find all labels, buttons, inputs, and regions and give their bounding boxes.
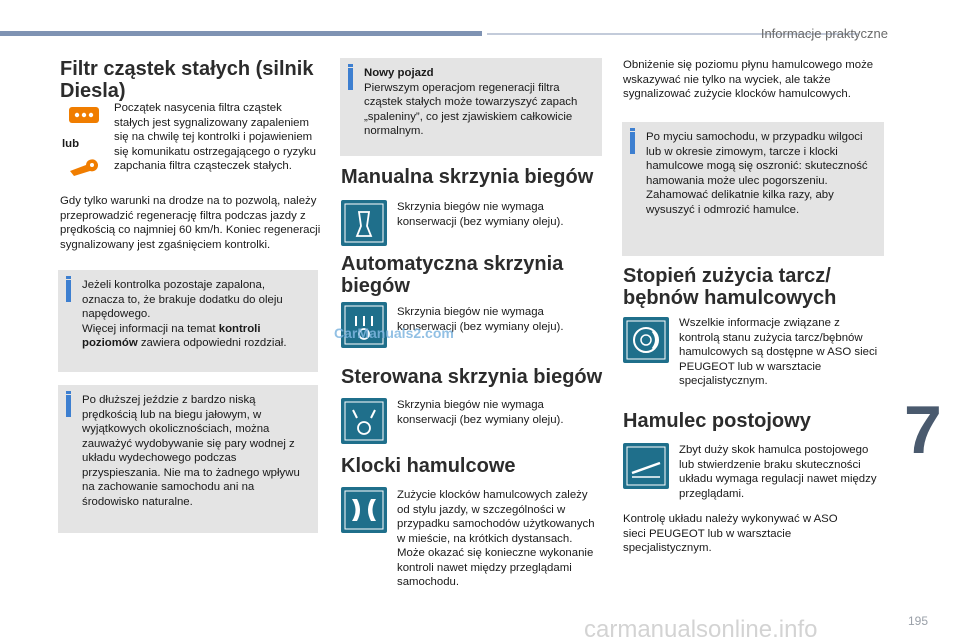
note-additive-text	[82, 278, 308, 351]
discs-text: Wszelkie informacje związane z kontrolą stanu zużycia tarcz/bębnów hamulcowych są dostępne w ASO sieci PEUGEOT lub w warsztacie specjalistycznym.	[679, 317, 878, 387]
dpf-warning-icon	[66, 101, 102, 129]
pads-text: Zużycie klocków hamulcowych zależy od stylu jazdy, w szczególności w przypadku samochodów użytkowanych w mieście, na krótkich dystansach. Może okazać się konieczne wykonanie kontroli nawet między przeglądami samochodu.	[397, 489, 595, 588]
robot-gearbox-icon	[341, 398, 387, 444]
section-title-discs: Stopień zużycia tarcz/ bębnów hamulcowych	[623, 265, 837, 309]
info-note-steam	[58, 385, 318, 533]
info-icon	[66, 395, 71, 417]
section-title-manual: Manualna skrzynia biegów	[341, 166, 594, 188]
info-icon-dot	[66, 276, 71, 279]
dpf-body: Gdy tylko warunki na drodze na to pozwolą, należy przeprowadzić regenerację filtra podczas jazdy z prędkością co najmniej 60 km/h. Koniec regeneracji sygnalizowany jest zgaśnięciem kontrolki.	[60, 195, 321, 251]
info-note-washing	[622, 122, 884, 256]
fluid-text: Obniżenie się poziomu płynu hamulcowego może wskazywać nie tylko na wyciek, ale także sygnalizować zużycie klocków hamulcowych.	[623, 59, 874, 100]
note-new-vehicle-text: Pierwszym operacjom regeneracji filtra cząstek stałych może towarzyszyć zapach „spaleniny”, co jest zjawiskiem całkowicie normalnym.	[364, 81, 578, 137]
manual-text: Skrzynia biegów nie wymaga konserwacji (bez wymiany oleju).	[397, 201, 564, 228]
section-title-pads: Klocki hamulcowe	[341, 455, 516, 477]
section-title-auto: Automatyczna skrzynia biegów	[341, 253, 564, 297]
note-additive-line2: Więcej informacji na temat	[82, 322, 219, 335]
manual-gearbox-icon	[341, 200, 387, 246]
section-title-parking: Hamulec postojowy	[623, 410, 811, 432]
note-additive-line3: zawiera odpowiedni rozdział.	[137, 337, 287, 349]
info-icon	[630, 132, 635, 154]
running-head: Informacje praktyczne	[760, 26, 888, 41]
parking-brake-icon	[623, 443, 669, 489]
note-additive-bold: kontroli poziomów	[82, 322, 261, 349]
info-note-additive	[58, 270, 318, 372]
chapter-number: 7	[904, 392, 942, 468]
info-icon-dot	[66, 391, 71, 394]
info-icon	[66, 280, 71, 302]
note-new-vehicle-title: Nowy pojazd	[364, 67, 434, 79]
robot-text: Skrzynia biegów nie wymaga konserwacji (bez wymiany oleju).	[397, 399, 564, 426]
page-number: 195	[908, 614, 929, 628]
note-washing-text: Po myciu samochodu, w przypadku wilgoci lub w okresie zimowym, tarcze i klocki hamulcowe mogą się oszronić: skuteczność hamowania może ulec pogorszeniu. Zahamować delikatnie kilka razy, aby wysuszyć i odmrozić hamulce.	[646, 131, 868, 216]
info-note-new-vehicle	[340, 58, 602, 156]
info-icon-dot	[630, 128, 635, 131]
auto-text: Skrzynia biegów nie wymaga konserwacji (bez wymiany oleju).	[397, 306, 564, 333]
or-label: lub	[62, 138, 80, 150]
note-additive-line1: Jeżeli kontrolka pozostaje zapalona, oznacza to, że brakuje dodatku do oleju napędowego.	[82, 279, 283, 320]
wrench-icon	[66, 156, 100, 178]
parking-text-2: Kontrolę układu należy wykonywać w ASO sieci PEUGEOT lub w warsztacie specjalistycznym.	[623, 513, 838, 554]
brake-disc-icon	[623, 317, 669, 363]
info-icon-dot	[348, 64, 353, 67]
top-rule	[0, 31, 482, 36]
brake-pads-icon	[341, 487, 387, 533]
section-title-dpf: Filtr cząstek stałych (silnik Diesla)	[60, 58, 314, 102]
watermark-carmanuals2: CarManuals2.com	[334, 325, 454, 341]
note-steam-text: Po dłuższej jeździe z bardzo niską prędkością lub na biegu jałowym, w wyjątkowych okolicznościach, można zauważyć wydobywanie się pary wodnej z układu wydechowego podczas przyspieszania. Nie ma to żadnego wpływu na zachowanie samochodu ani na środowisko naturalne.	[82, 394, 300, 508]
section-title-robot: Sterowana skrzynia biegów	[341, 366, 603, 388]
watermark-carmanualsonline: carmanualsonline.info	[584, 616, 818, 643]
parking-text: Zbyt duży skok hamulca postojowego lub stwierdzenie braku skuteczności układu wymaga regulacji nawet między przeglądami.	[679, 444, 877, 500]
info-icon	[348, 68, 353, 90]
dpf-intro: Początek nasycenia filtra cząstek stałych jest sygnalizowany zapaleniem się na chwilę tej kontrolki i pojawieniem się komunikatu ostrzegającego o ryzyku zapchania filtra cząsteczek stałych.	[114, 102, 316, 172]
